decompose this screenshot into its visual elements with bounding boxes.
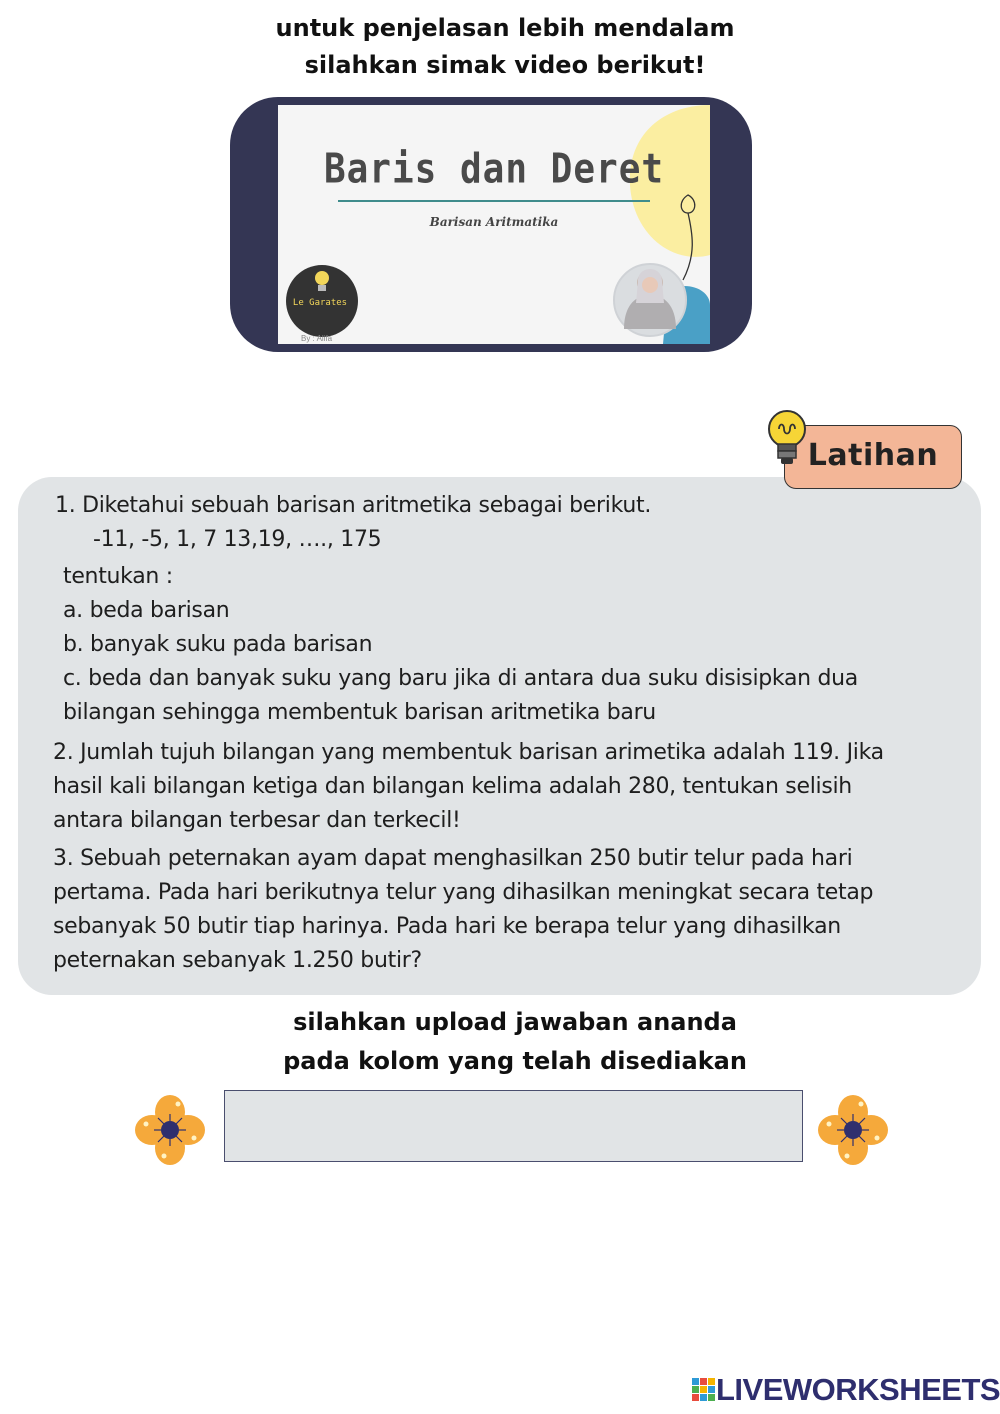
- intro-line-1: untuk penjelasan lebih mendalam: [275, 14, 735, 42]
- exercise-panel: [18, 477, 981, 995]
- answer-upload-field[interactable]: [224, 1090, 803, 1162]
- liveworksheets-logo[interactable]: [692, 1372, 1000, 1408]
- q1-part-a: a. beda barisan: [63, 598, 230, 623]
- q1-part-b: b. banyak suku pada barisan: [63, 632, 373, 657]
- q1-prompt: tentukan :: [63, 564, 173, 589]
- latihan-badge: [784, 425, 962, 489]
- flower-left-icon: [133, 1093, 207, 1167]
- q2-line-1: 2. Jumlah tujuh bilangan yang membentuk barisan arimetika adalah 119. Jika: [53, 740, 884, 765]
- q3-line-3: sebanyak 50 butir tiap harinya. Pada hari ke berapa telur yang dihasilkan: [53, 914, 841, 939]
- q1-sequence: -11, -5, 1, 7 13,19, …., 175: [93, 527, 382, 552]
- intro-line-2: silahkan simak video berikut!: [304, 51, 706, 79]
- q2-line-3: antara bilangan terbesar dan terkecil!: [53, 808, 461, 833]
- video-title: Baris dan Deret: [323, 145, 665, 194]
- intro-heading: [0, 10, 1000, 84]
- liveworksheets-brand-name: LIVEWORKSHEETS: [716, 1372, 1000, 1407]
- q3-line-1: 3. Sebuah peternakan ayam dapat menghasilkan 250 butir telur pada hari: [53, 846, 853, 871]
- q3-line-2: pertama. Pada hari berikutnya telur yang dihasilkan meningkat secara tetap: [53, 880, 874, 905]
- q1-part-c-line2: bilangan sehingga membentuk barisan aritmetika baru: [63, 700, 656, 725]
- video-logo-text: Le Garates: [292, 298, 348, 308]
- q1-intro: 1. Diketahui sebuah barisan aritmetika sebagai berikut.: [55, 493, 652, 518]
- q3-line-4: peternakan sebanyak 1.250 butir?: [53, 948, 422, 973]
- lightbulb-icon: [764, 405, 810, 475]
- video-thumbnail[interactable]: [278, 105, 710, 344]
- latihan-label: Latihan: [807, 438, 939, 473]
- upload-line-2: pada kolom yang telah disediakan: [283, 1047, 747, 1075]
- video-player[interactable]: [230, 97, 752, 352]
- video-credit: By : Alifa: [301, 334, 333, 343]
- q1-part-c-line1: c. beda dan banyak suku yang baru jika di antara dua suku disisipkan dua: [63, 666, 858, 691]
- video-subtitle: Barisan Aritmatika: [429, 215, 559, 229]
- upload-line-1: silahkan upload jawaban ananda: [293, 1008, 737, 1036]
- flower-right-icon: [816, 1093, 890, 1167]
- q2-line-2: hasil kali bilangan ketiga dan bilangan kelima adalah 280, tentukan selisih: [53, 774, 852, 799]
- liveworksheets-logo-icon: [692, 1377, 716, 1403]
